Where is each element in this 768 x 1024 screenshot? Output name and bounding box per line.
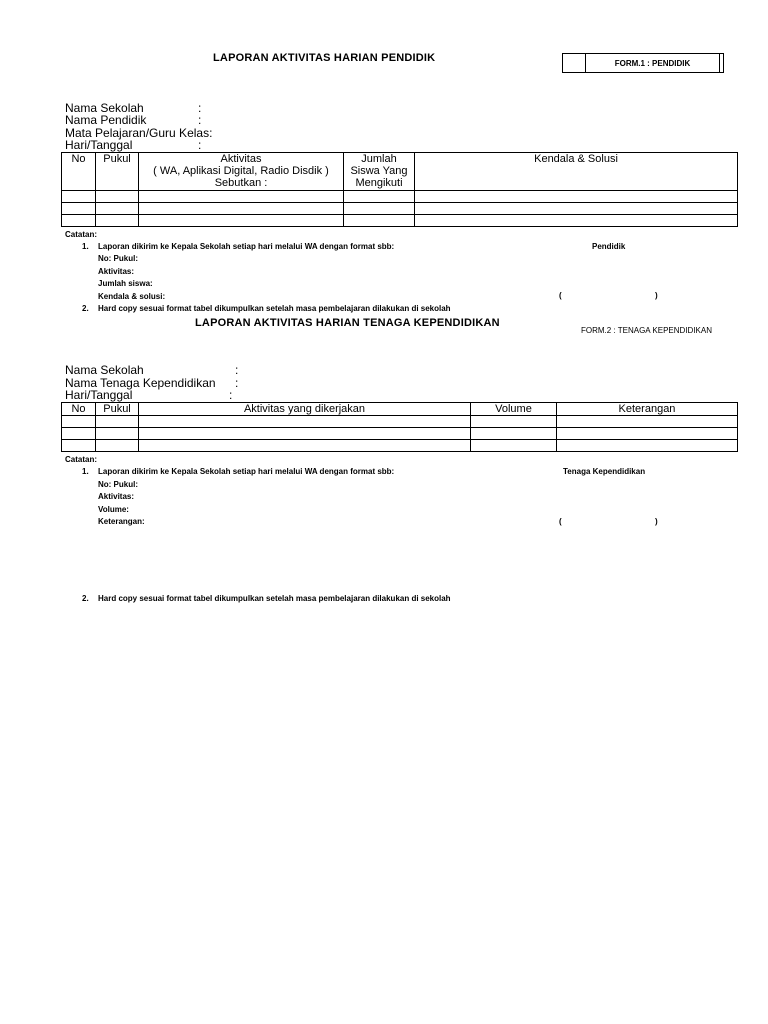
- cell[interactable]: [139, 440, 471, 452]
- cell[interactable]: [96, 203, 139, 215]
- form1-field-school-colon: :: [198, 101, 202, 115]
- form1-paren-close: ): [655, 291, 658, 300]
- cell[interactable]: [344, 215, 415, 227]
- form1-note2-num: 2.: [82, 304, 89, 313]
- form1-col-no: No: [62, 153, 96, 191]
- form1-col-jumlah-line1: Jumlah: [361, 153, 397, 165]
- form1-note2: Hard copy sesuai format tabel dikumpulkan setelah masa pembelajaran dilakukan di sekolah: [98, 304, 451, 313]
- table-row: [62, 428, 738, 440]
- form1-field-subject-label: Mata Pelajaran/Guru Kelas: [65, 126, 210, 140]
- form1-badge: FORM.1 : PENDIDIK: [585, 54, 720, 72]
- form1-note-line-aktivitas: Aktivitas:: [98, 267, 135, 276]
- form2-field-school-colon: :: [235, 363, 239, 377]
- cell[interactable]: [62, 215, 96, 227]
- cell[interactable]: [344, 203, 415, 215]
- form2-field-school: Nama Sekolah: [65, 363, 144, 377]
- form2-note1: Laporan dikirim ke Kepala Sekolah setiap hari melalui WA dengan format sbb:: [98, 467, 395, 476]
- form2-note2-num: 2.: [82, 594, 89, 603]
- form2-col-pukul: Pukul: [96, 403, 139, 416]
- form1-note-line-kendala: Kendala & solusi:: [98, 292, 166, 301]
- cell[interactable]: [557, 440, 738, 452]
- form2-paren-open: (: [559, 517, 562, 526]
- cell[interactable]: [139, 203, 344, 215]
- cell[interactable]: [62, 203, 96, 215]
- form1-field-subject-colon: :: [209, 126, 213, 140]
- cell[interactable]: [471, 416, 557, 428]
- form1-col-kendala: Kendala & Solusi: [415, 153, 738, 191]
- form2-note1-num: 1.: [82, 467, 89, 476]
- form1-col-jumlah-line3: Mengikuti: [355, 177, 403, 189]
- cell[interactable]: [96, 191, 139, 203]
- cell[interactable]: [96, 215, 139, 227]
- table-row: [62, 191, 738, 203]
- cell[interactable]: [62, 191, 96, 203]
- form2-field-staff: Nama Tenaga Kependidikan: [65, 376, 216, 390]
- form1-col-aktivitas-line3: Sebutkan :: [214, 177, 268, 189]
- cell[interactable]: [415, 191, 738, 203]
- cell[interactable]: [96, 416, 139, 428]
- form2-notes-heading: Catatan:: [65, 455, 98, 464]
- cell[interactable]: [471, 428, 557, 440]
- cell[interactable]: [415, 215, 738, 227]
- cell[interactable]: [139, 215, 344, 227]
- table-row: [62, 416, 738, 428]
- form1-paren-open: (: [559, 291, 562, 300]
- form1-col-aktivitas-line2: ( WA, Aplikasi Digital, Radio Disdik ): [153, 165, 329, 177]
- form1-note-line-jumlah: Jumlah siswa:: [98, 279, 153, 288]
- form2-col-keterangan: Keterangan: [557, 403, 738, 416]
- form1-note1: Laporan dikirim ke Kepala Sekolah setiap hari melalui WA dengan format sbb:: [98, 242, 395, 251]
- cell[interactable]: [62, 416, 96, 428]
- form1-field-teacher-colon: :: [198, 113, 202, 127]
- form1-note1-num: 1.: [82, 242, 89, 251]
- form2-note-line-pukul: No: Pukul:: [98, 480, 138, 489]
- form1-notes-heading: Catatan:: [65, 230, 98, 239]
- table-row: [62, 440, 738, 452]
- cell[interactable]: [96, 428, 139, 440]
- form1-field-school: Nama Sekolah: [65, 101, 144, 115]
- cell[interactable]: [557, 428, 738, 440]
- form1-col-jumlah: [344, 153, 415, 191]
- form1-field-date: Hari/Tanggal: [65, 138, 133, 152]
- form1-col-pukul: Pukul: [96, 153, 139, 191]
- form1-signer: Pendidik: [592, 242, 626, 251]
- form2-title: LAPORAN AKTIVITAS HARIAN TENAGA KEPENDIDIKAN: [195, 317, 500, 329]
- cell[interactable]: [96, 440, 139, 452]
- form1-badge-box: [562, 53, 724, 73]
- form1-col-aktivitas: [139, 153, 344, 191]
- form2-paren-close: ): [655, 517, 658, 526]
- form2-table-header-row: [62, 403, 738, 416]
- form1-table: [61, 152, 738, 227]
- form2-badge: FORM.2 : TENAGA KEPENDIDIKAN: [581, 326, 712, 335]
- form1-table-header-row: [62, 153, 738, 191]
- form1-col-jumlah-line2: Siswa Yang: [350, 165, 408, 177]
- form1-title: LAPORAN AKTIVITAS HARIAN PENDIDIK: [213, 52, 436, 64]
- form2-field-date-colon: :: [229, 388, 233, 402]
- form2-note2: Hard copy sesuai format tabel dikumpulkan setelah masa pembelajaran dilakukan di sekolah: [98, 594, 451, 603]
- form2-note-line-keterangan: Keterangan:: [98, 517, 145, 526]
- cell[interactable]: [557, 416, 738, 428]
- cell[interactable]: [139, 191, 344, 203]
- cell[interactable]: [344, 191, 415, 203]
- form2-col-volume: Volume: [471, 403, 557, 416]
- form2-note-line-aktivitas: Aktivitas:: [98, 492, 135, 501]
- form2-table: [61, 402, 738, 452]
- cell[interactable]: [62, 428, 96, 440]
- form2-note-line-volume: Volume:: [98, 505, 129, 514]
- form2-signer: Tenaga Kependidikan: [563, 467, 646, 476]
- form1-field-teacher: Nama Pendidik: [65, 113, 147, 127]
- cell[interactable]: [139, 428, 471, 440]
- cell[interactable]: [415, 203, 738, 215]
- table-row: [62, 203, 738, 215]
- form1-col-aktivitas-line1: Aktivitas: [220, 153, 262, 165]
- form2-col-aktivitas: Aktivitas yang dikerjakan: [139, 403, 471, 416]
- cell[interactable]: [471, 440, 557, 452]
- form2-col-no: No: [62, 403, 96, 416]
- cell[interactable]: [139, 416, 471, 428]
- form2-field-staff-colon: :: [235, 376, 239, 390]
- form2-field-date: Hari/Tanggal: [65, 388, 133, 402]
- form1-field-date-colon: :: [198, 138, 202, 152]
- cell[interactable]: [62, 440, 96, 452]
- form1-note-line-pukul: No: Pukul:: [98, 254, 138, 263]
- table-row: [62, 215, 738, 227]
